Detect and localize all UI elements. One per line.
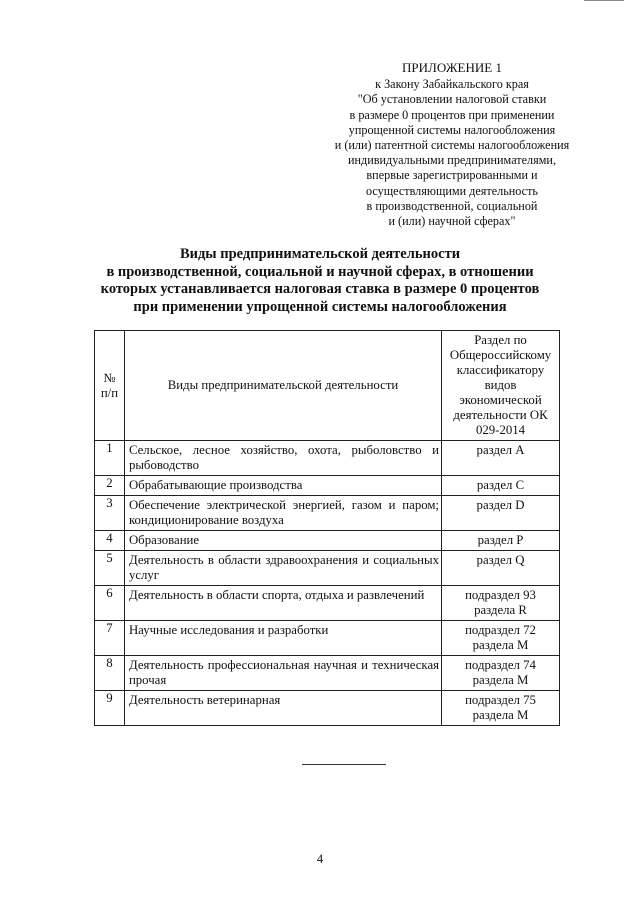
table-row [95, 441, 560, 476]
header-activity: Виды предпринимательской деятельности [124, 331, 441, 441]
table-row [95, 621, 560, 656]
activities-table [94, 330, 560, 726]
table-row [95, 531, 560, 551]
row-classifier: раздел P [442, 531, 560, 551]
title-line: при применении упрощенной системы налогообложения [133, 298, 507, 315]
row-activity: Деятельность ветеринарная [124, 691, 441, 726]
row-num: 6 [95, 586, 125, 621]
title-line: в производственной, социальной и научной сферах, в отношении [106, 263, 534, 280]
appendix-line: к Закону Забайкальского края [375, 77, 529, 92]
row-activity: Деятельность профессиональная научная и техническая прочая [124, 656, 441, 691]
table-row [95, 691, 560, 726]
section-divider [302, 764, 386, 765]
appendix-line: в размере 0 процентов при применении [349, 107, 555, 122]
document-title [60, 246, 580, 316]
appendix-header [322, 60, 582, 229]
row-num: 2 [95, 476, 125, 496]
row-classifier: подраздел 75 раздела M [442, 691, 560, 726]
row-classifier: раздел C [442, 476, 560, 496]
table-header-row [95, 331, 560, 441]
appendix-line: и (или) патентной системы налогообложения [334, 138, 570, 153]
header-num: № п/п [95, 331, 125, 441]
row-activity: Обрабатывающие производства [124, 476, 441, 496]
row-classifier: раздел D [442, 496, 560, 531]
row-activity: Деятельность в области здравоохранения и социальных услуг [124, 551, 441, 586]
row-classifier: раздел A [442, 441, 560, 476]
row-classifier: раздел Q [442, 551, 560, 586]
appendix-line: осуществляющими деятельность [366, 183, 538, 198]
table-row [95, 496, 560, 531]
row-classifier: подраздел 93 раздела R [442, 586, 560, 621]
row-num: 5 [95, 551, 125, 586]
table-row [95, 476, 560, 496]
row-num: 7 [95, 621, 125, 656]
row-activity: Научные исследования и разработки [124, 621, 441, 656]
table-row [95, 551, 560, 586]
appendix-title: ПРИЛОЖЕНИЕ 1 [402, 60, 502, 75]
row-activity: Образование [124, 531, 441, 551]
page-number: 4 [316, 852, 324, 866]
appendix-line: и (или) научной сферах" [388, 214, 516, 229]
appendix-line: индивидуальными предпринимателями, [347, 153, 556, 168]
appendix-line: "Об установлении налоговой ставки [357, 92, 547, 107]
row-activity: Обеспечение электрической энергией, газом и паром; кондиционирование воздуха [124, 496, 441, 531]
row-num: 1 [95, 441, 125, 476]
appendix-line: упрощенной системы налогообложения [348, 122, 556, 137]
header-classifier: Раздел по Общероссийскому классификатору видов экономической деятельности ОК 029-2014 [442, 331, 560, 441]
scan-edge-mark [584, 0, 624, 2]
title-line: которых устанавливается налоговая ставка в размере 0 процентов [100, 281, 540, 297]
row-classifier: подраздел 72 раздела M [442, 621, 560, 656]
row-num: 9 [95, 691, 125, 726]
appendix-line: впервые зарегистрированными и [366, 168, 538, 183]
title-line: Виды предпринимательской деятельности [179, 246, 461, 262]
row-num: 4 [95, 531, 125, 551]
row-num: 8 [95, 656, 125, 691]
row-classifier: подраздел 74 раздела M [442, 656, 560, 691]
row-num: 3 [95, 496, 125, 531]
table-row [95, 656, 560, 691]
table-row [95, 586, 560, 621]
appendix-line: в производственной, социальной [366, 198, 538, 213]
row-activity: Деятельность в области спорта, отдыха и развлечений [124, 586, 441, 621]
row-activity: Сельское, лесное хозяйство, охота, рыболовство и рыбоводство [124, 441, 441, 476]
